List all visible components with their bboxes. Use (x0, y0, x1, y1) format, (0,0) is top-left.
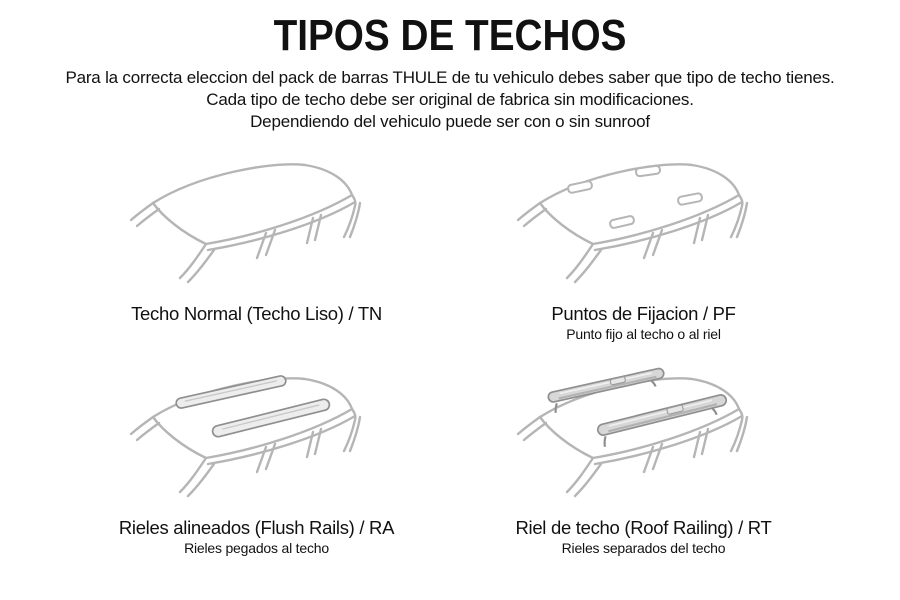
roof-type-sublabel: Rieles pegados al techo (184, 540, 329, 556)
roof-type-sublabel: Punto fijo al techo o al riel (566, 326, 721, 342)
intro-line: Dependiendo del vehiculo puede ser con o sin sunroof (250, 112, 650, 131)
roof-type-caption (119, 515, 394, 557)
roof-type-card-pf (450, 141, 837, 343)
roof-type-card-ra (63, 355, 450, 557)
roof-type-label: Puntos de Fijacion / PF (551, 303, 736, 324)
page-title: TIPOS DE TECHOS (273, 11, 627, 60)
flush-rails-roof-illustration (107, 355, 407, 515)
intro-line: Para la correcta eleccion del pack de barras THULE de tu vehiculo debes saber que tipo de techo tienes. (65, 68, 835, 87)
intro-paragraph (0, 67, 900, 133)
roof-type-label: Riel de techo (Roof Railing) / RT (515, 517, 772, 538)
roof-type-label: Rieles alineados (Flush Rails) / RA (118, 517, 395, 538)
roof-type-caption (131, 301, 382, 326)
roof-type-card-rt (450, 355, 837, 557)
fixpoint-roof-illustration (494, 141, 794, 301)
intro-line: Cada tipo de techo debe ser original de fabrica sin modificaciones. (206, 90, 694, 109)
roof-type-sublabel: Rieles separados del techo (561, 540, 726, 556)
roof-type-label: Techo Normal (Techo Liso) / TN (131, 303, 382, 324)
roof-railing-roof-illustration (494, 355, 794, 515)
roof-type-card-tn (63, 141, 450, 343)
plain-roof-illustration (107, 141, 407, 301)
roof-type-caption (551, 301, 735, 343)
roof-type-caption (515, 515, 771, 557)
roof-types-grid (63, 141, 837, 557)
